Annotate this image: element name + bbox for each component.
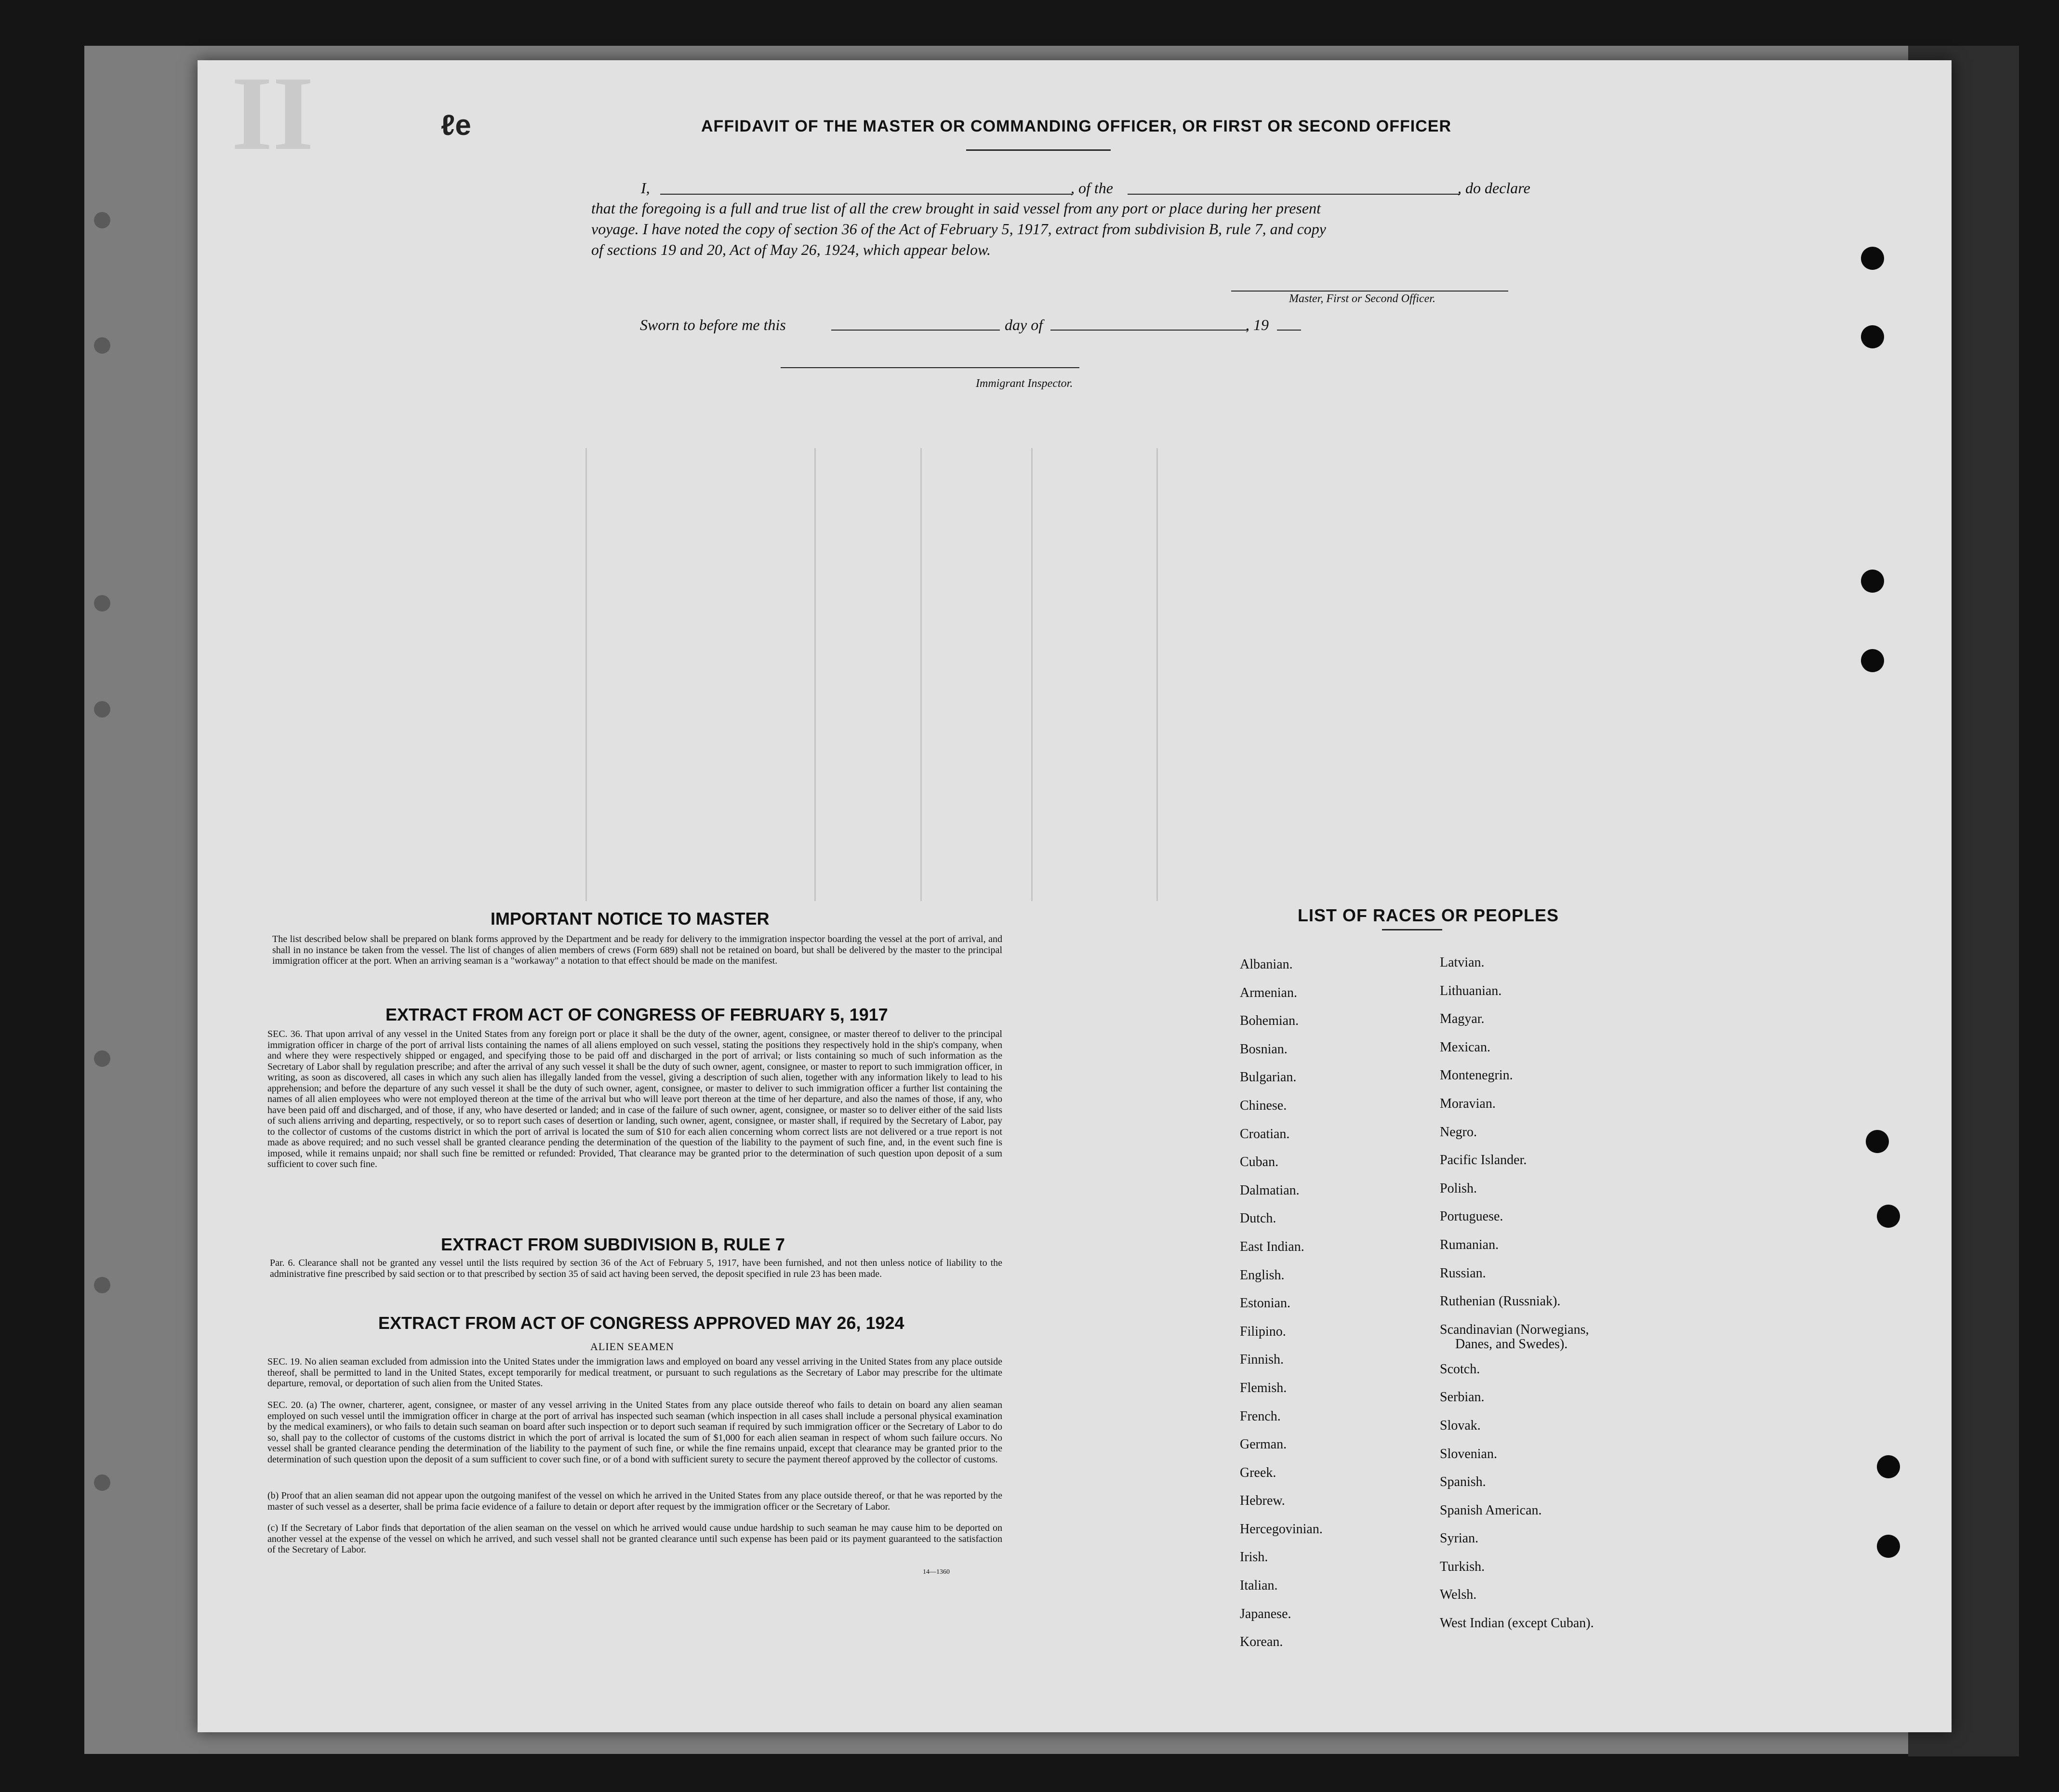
race-item: Serbian. (1440, 1390, 1485, 1405)
race-item: Russian. (1440, 1265, 1486, 1281)
punch-hole (1861, 325, 1884, 348)
bleed-through-column-line (814, 448, 816, 901)
notice-title: IMPORTANT NOTICE TO MASTER (491, 909, 770, 929)
alien-seamen-subtitle: ALIEN SEAMEN (590, 1341, 674, 1353)
name-blank (660, 194, 1072, 195)
race-item: Scotch. (1440, 1361, 1480, 1377)
race-item: French. (1240, 1408, 1281, 1424)
bleed-through-column-line (585, 448, 587, 901)
race-item: Spanish American. (1440, 1502, 1542, 1518)
binding-hole (94, 701, 110, 717)
race-item-two-line (1440, 1323, 1594, 1362)
bleed-through-mark: II (231, 54, 314, 172)
race-item: Slovak. (1440, 1418, 1481, 1433)
race-item: Syrian. (1440, 1531, 1479, 1546)
extract-1924-title: EXTRACT FROM ACT OF CONGRESS APPROVED MAY 26, 1924 (378, 1313, 904, 1333)
race-item: Turkish. (1440, 1559, 1485, 1574)
sworn-year-blank (1277, 330, 1301, 331)
race-item: Spanish. (1440, 1474, 1486, 1490)
race-item: Bulgarian. (1240, 1070, 1297, 1085)
races-left-column (1240, 957, 1323, 1663)
sworn-label: Sworn to before me this (640, 316, 786, 333)
binding-hole (94, 1277, 110, 1293)
sec-20b-text: (b) Proof that an alien seaman did not appear upon the outgoing manifest of the vessel on which he arrived in the United States from any place outside thereof, or that he was reported by the master of such vessel as a deserter, shall be prima facie evidence of a failure to detain or deport after request by the immigration officer or the Secretary of Labor. (267, 1490, 1002, 1512)
declaration-name-label: I, (641, 179, 650, 197)
race-item: Flemish. (1240, 1380, 1287, 1395)
notice-body: The list described below shall be prepared on blank forms approved by the Department and be ready for delivery to the immigration inspector boarding the vessel at the port of arrival, and shall in no instance be taken from the vessel. The list of changes of alien members of crews (Form 689) shall not be retained on board, but shall be delivered by the master to the principal immigration officer at the port. When an arriving seaman is a "workaway" a notation to that effect should be made on the manifest. (272, 934, 1002, 966)
race-item: East Indian. (1240, 1239, 1304, 1254)
vessel-blank (1128, 194, 1460, 195)
race-item: Bohemian. (1240, 1013, 1299, 1029)
sworn-dayof-label: day of (1005, 316, 1043, 333)
master-signature-line (1231, 291, 1508, 292)
race-item: Filipino. (1240, 1324, 1286, 1339)
races-right-column (1440, 956, 1594, 1645)
subdivision-b-title: EXTRACT FROM SUBDIVISION B, RULE 7 (441, 1234, 785, 1254)
binding-hole (94, 1050, 110, 1067)
race-item: Korean. (1240, 1634, 1283, 1650)
punch-hole (1861, 649, 1884, 672)
race-item: Greek. (1240, 1465, 1276, 1480)
race-item: Welsh. (1440, 1587, 1477, 1603)
race-item: West Indian (except Cuban). (1440, 1616, 1594, 1631)
race-item: Japanese. (1240, 1606, 1291, 1621)
race-item: Montenegrin. (1440, 1068, 1513, 1083)
title-underline (966, 149, 1111, 151)
inspector-signature-line (781, 367, 1079, 368)
race-item: Pacific Islander. (1440, 1153, 1527, 1168)
race-item: Albanian. (1240, 957, 1293, 972)
punch-hole (1866, 1130, 1889, 1153)
declaration-vessel-label: , of the (1071, 179, 1113, 197)
race-item-continuation: Danes, and Swedes). (1455, 1336, 1568, 1352)
race-item: Hercegovinian. (1240, 1521, 1323, 1537)
sec-20a-text: SEC. 20. (a) The owner, charterer, agent, consignee, or master of any vessel arriving in the United States from any place outside thereof who fails to detain on board any alien seaman employed on such vessel until the immigration officer in charge at the port of arrival has inspected such seaman (which inspection in all cases shall include a personal physical examination by the medical examiners), or who fails to detain such seaman on board after such inspection or to deport such seaman if required by such immigration officer or the Secretary of Labor to do so, shall pay to the collector of customs of the customs district in which the port of arrival is located the sum of $1,000 for each alien seaman in respect of whom such failure occurs. No vessel shall be granted clearance pending the determination of the liability to the payment of such fine, or while the fine remains unpaid, except that clearance may be granted prior to the determination of such question upon the deposit of a sum sufficient to cover such fine, or of a bond with sufficient surety to secure the payment thereof approved by the collector of customs. (267, 1400, 1002, 1465)
race-item: Irish. (1240, 1550, 1268, 1565)
handwritten-mark: ℓe (441, 109, 471, 141)
binding-hole (94, 1474, 110, 1491)
punch-hole (1877, 1535, 1900, 1558)
race-item: Latvian. (1440, 955, 1485, 970)
punch-hole (1861, 247, 1884, 270)
race-item: Ruthenian (Russniak). (1440, 1294, 1561, 1309)
subdivision-b-body: Par. 6. Clearance shall not be granted any vessel until the lists required by section 36 of the Act of February 5, 1917, have been furnished, and not then unless notice of liability to the administrative fine prescribed by said section or to that prescribed by section 35 of said act having been served, the deposit specified in rule 23 has been made. (270, 1258, 1002, 1279)
race-item: Italian. (1240, 1578, 1278, 1593)
extract-1917-title: EXTRACT FROM ACT OF CONGRESS OF FEBRUARY 5, 1917 (385, 1005, 888, 1024)
race-item: Armenian. (1240, 985, 1297, 1000)
race-item: Mexican. (1440, 1039, 1490, 1055)
binding-hole (94, 212, 110, 228)
race-item: Slovenian. (1440, 1446, 1497, 1461)
form-number: 14—1360 (923, 1568, 950, 1576)
sec-20c-text: (c) If the Secretary of Labor finds that deportation of the alien seaman on the vessel on which he arrived would cause undue hardship to such seaman he may cause him to be deported on another vessel at the expense of the vessel on which he arrived, and such vessel shall not be granted clearance until such expense has been paid or its payment guaranteed to the satisfaction of the Secretary of Labor. (267, 1523, 1002, 1555)
race-item: Bosnian. (1240, 1041, 1288, 1057)
race-item: Polish. (1440, 1181, 1477, 1196)
race-item: Dutch. (1240, 1211, 1276, 1226)
race-item: Magyar. (1440, 1011, 1485, 1027)
sworn-day-blank (831, 330, 1000, 331)
binding-hole (94, 337, 110, 354)
inspector-signature-label: Immigrant Inspector. (976, 377, 1073, 390)
race-item: Chinese. (1240, 1098, 1287, 1113)
race-item: Estonian. (1240, 1296, 1290, 1311)
declaration-declare-label: , do declare (1458, 179, 1530, 197)
race-item: English. (1240, 1267, 1285, 1283)
sec-19-text: SEC. 19. No alien seaman excluded from admission into the United States under the immigration laws and employed on board any vessel arriving in the United States from any place outside thereof, shall be permitted to land in the United States, except temporarily for medical treatment, or pursuant to such regulations as the Secretary of Labor may prescribe for the ultimate departure, removal, or deportation of such alien from the United States. (267, 1356, 1002, 1389)
binding-hole (94, 595, 110, 611)
sworn-month-blank (1050, 330, 1248, 331)
punch-hole (1877, 1205, 1900, 1228)
race-item: German. (1240, 1437, 1287, 1452)
race-item: Negro. (1440, 1124, 1477, 1140)
document-page (198, 54, 1952, 1732)
race-item: Scandinavian (Norwegians, (1440, 1322, 1589, 1337)
punch-hole (1877, 1455, 1900, 1478)
races-list-title: LIST OF RACES OR PEOPLES (1298, 905, 1559, 925)
race-item: Lithuanian. (1440, 983, 1502, 998)
race-item: Croatian. (1240, 1126, 1290, 1142)
race-item: Dalmatian. (1240, 1182, 1300, 1198)
bleed-through-column-line (1156, 448, 1158, 901)
punch-hole (1861, 570, 1884, 593)
declaration-line: voyage. I have noted the copy of section 36 of the Act of February 5, 1917, extract from subdivision B, rule 7, and copy (591, 220, 1326, 238)
declaration-line: that the foregoing is a full and true list of all the crew brought in said vessel from any port or place during her present (591, 199, 1321, 217)
sworn-year-label: , 19 (1246, 316, 1269, 333)
race-item: Cuban. (1240, 1155, 1279, 1170)
race-item: Finnish. (1240, 1352, 1284, 1367)
race-item: Rumanian. (1440, 1237, 1499, 1252)
declaration-line: of sections 19 and 20, Act of May 26, 1924, which appear below. (591, 241, 991, 258)
master-signature-label: Master, First or Second Officer. (1289, 292, 1435, 305)
extract-1917-body: SEC. 36. That upon arrival of any vessel in the United States from any foreign port or place it shall be the duty of the owner, agent, consignee, or master thereof to deliver to the principal immigration officer in charge of the port of arrival lists containing the names of all aliens employed on such vessel, stating the positions they respectively hold in the ship's company, when and where they were respectively shipped or engaged, and specifying those to be paid off and discharged in the port of arrival; or lists containing so much of such information as the Secretary of Labor shall by regulation prescribe; and after the arrival of any such vessel it shall be the duty of such owner, agent, consignee, or master to report to such immigration officer, in writing, as soon as discovered, all cases in which any such alien has illegally landed from the vessel, giving a description of such alien, together with any information likely to lead to his apprehension; and before the departure of any such vessel it shall be the duty of such owner, agent, consignee, or master to deliver to such immigration officer a further list containing the names of all alien employees who were not employed thereon at the time of the arrival but who will leave port thereon at the time of her departure, and also the names of those, if any, who have been paid off and discharged, and of those, if any, who have deserted or landed; and in case of the failure of such owner, agent, consignee, or master so to deliver either of the said lists of such aliens arriving and departing, respectively, or so to report such cases of desertion or landing, such owner, agent, consignee, or master shall, if required by the Secretary of Labor, pay to the collector of customs of the customs district in which the port of arrival is located the sum of $10 for each alien concerning whom correct lists are not delivered or a true report is not made as above required; and no such vessel shall be granted clearance pending the determination of the question of the liability to the payment of such fine, and, in the event such fine is imposed, while it remains unpaid; nor shall such fine be remitted or refunded: Provided, That clearance may be granted prior to the determination of such question upon deposit of a sum sufficient to cover such fine. (267, 1029, 1002, 1169)
race-item: Moravian. (1440, 1096, 1496, 1111)
race-item: Portuguese. (1440, 1209, 1503, 1224)
race-item: Hebrew. (1240, 1493, 1285, 1509)
races-title-underline (1382, 929, 1442, 930)
affidavit-title: AFFIDAVIT OF THE MASTER OR COMMANDING OFFICER, OR FIRST OR SECOND OFFICER (701, 117, 1451, 135)
bleed-through-column-line (920, 448, 922, 901)
bleed-through-column-line (1031, 448, 1033, 901)
